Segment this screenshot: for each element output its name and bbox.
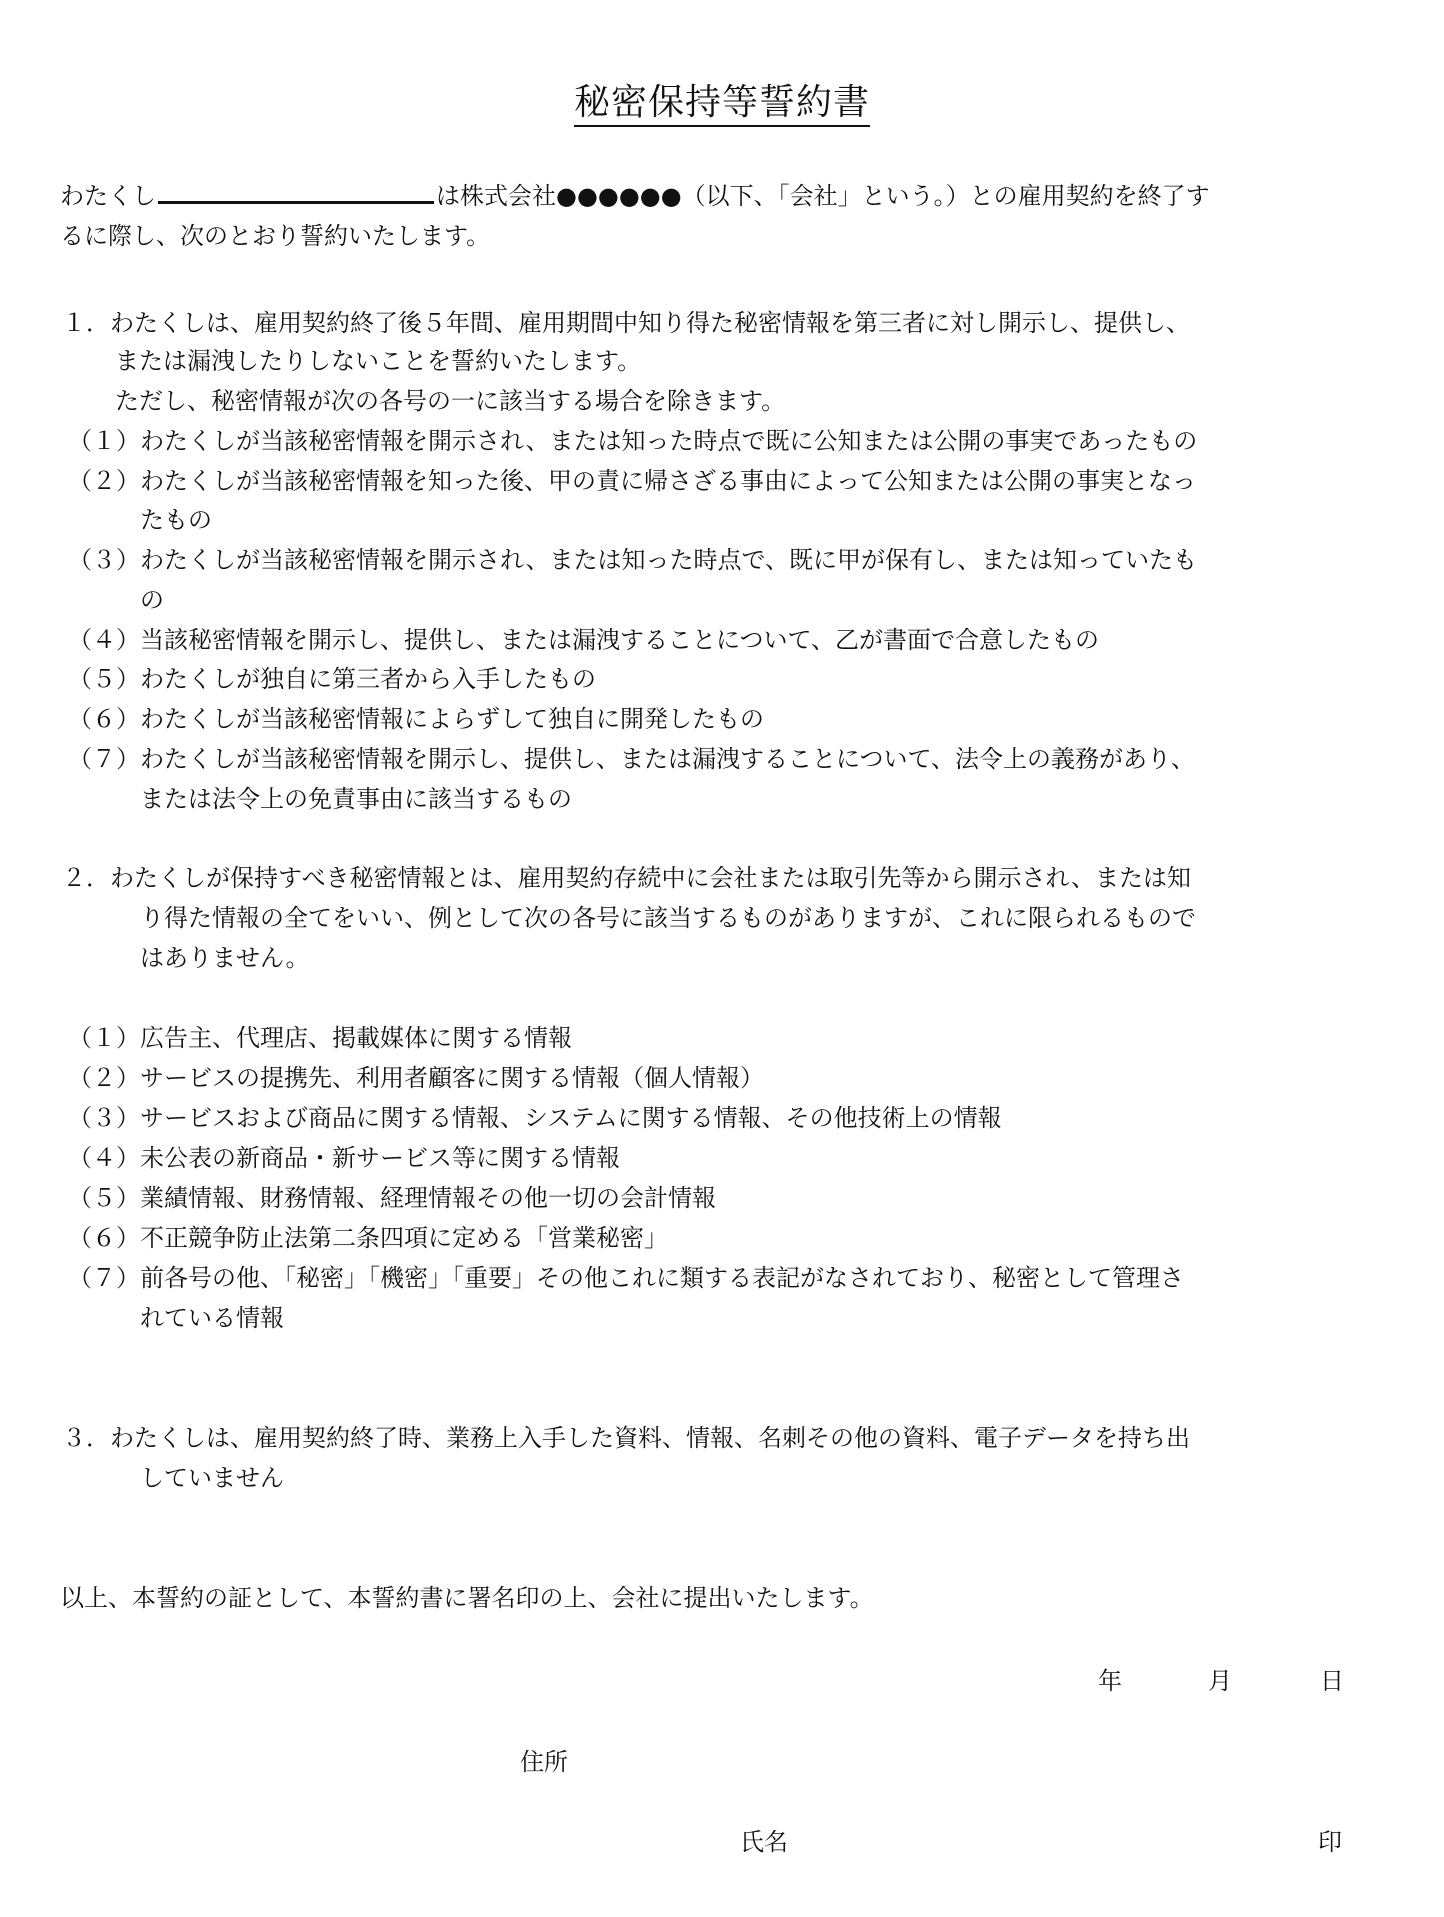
item-number: （５） — [68, 1184, 140, 1212]
date-year-label: 年 — [1098, 1667, 1122, 1695]
section1-item-3-cont: の — [140, 586, 164, 614]
item-number: （４） — [68, 1144, 140, 1172]
section1-item-6 — [68, 699, 764, 739]
item-text: わたくしが当該秘密情報を開示し、提供し、または漏洩することについて、法令上の義務があり、 — [140, 745, 1196, 773]
item-number: （２） — [68, 1064, 140, 1092]
item-number: （４） — [68, 626, 140, 654]
item-number: （２） — [68, 467, 140, 495]
section2-item-4 — [68, 1138, 620, 1178]
item-number: （３） — [68, 1104, 140, 1132]
date-month-label: 月 — [1208, 1667, 1232, 1695]
item-text: 不正競争防止法第二条四項に定める「営業秘密」 — [140, 1224, 668, 1252]
item-text: サービスおよび商品に関する情報、システムに関する情報、その他技術上の情報 — [140, 1104, 1002, 1132]
document-title — [0, 74, 1444, 125]
item-text: わたくしが当該秘密情報を開示され、または知った時点で、既に甲が保有し、または知っていたも — [140, 546, 1197, 574]
item-text: 当該秘密情報を開示し、提供し、または漏洩することについて、乙が書面で合意したもの — [140, 626, 1100, 654]
title-text: 秘密保持等誓約書 — [574, 82, 870, 127]
closing-statement: 以上、本誓約の証として、本誓約書に署名印の上、会社に提出いたします。 — [60, 1584, 874, 1612]
section3-line-1: ３．わたくしは、雇用契約終了時、業務上入手した資料、情報、名刺その他の資料、電子データを持ち出 — [62, 1424, 1190, 1452]
item-text: わたくしが当該秘密情報を知った後、甲の責に帰さざる事由によって公知または公開の事実となっ — [140, 467, 1196, 495]
section3-line-2: していません — [140, 1464, 284, 1492]
section1-line-2: または漏洩したりしないことを誓約いたします。 — [115, 347, 642, 375]
intro-prefix: わたくし — [60, 182, 156, 210]
section1-item-1 — [68, 421, 1197, 461]
section2-item-3 — [68, 1098, 1002, 1138]
item-text: わたくしが当該秘密情報によらずして独自に開発したもの — [140, 705, 764, 733]
item-number: （３） — [68, 546, 140, 574]
item-number: （６） — [68, 1224, 140, 1252]
address-label: 住所 — [520, 1748, 568, 1776]
section2-line-1: ２．わたくしが保持すべき秘密情報とは、雇用契約存続中に会社または取引先等から開示され、または知 — [62, 864, 1191, 892]
item-number: （１） — [68, 1024, 140, 1052]
section1-item-7 — [68, 739, 1195, 779]
section1-item-4 — [68, 620, 1099, 660]
section1-item-7-cont: または法令上の免責事由に該当するもの — [140, 785, 572, 813]
item-text: 業績情報、財務情報、経理情報その他一切の会計情報 — [140, 1184, 716, 1212]
item-text: 広告主、代理店、掲載媒体に関する情報 — [140, 1024, 572, 1052]
section2-item-5 — [68, 1178, 716, 1218]
section1-item-3 — [68, 540, 1197, 580]
name-blank-line — [158, 175, 434, 204]
section1-item-2 — [68, 461, 1196, 501]
item-text: サービスの提携先、利用者顧客に関する情報（個人情報） — [140, 1064, 764, 1092]
section2-line-2: り得た情報の全てをいい、例として次の各号に該当するものがありますが、これに限られるもので — [140, 904, 1196, 932]
section1-item-2-cont: たもの — [140, 506, 212, 534]
section1-line-3: ただし、秘密情報が次の各号の一に該当する場合を除きます。 — [115, 387, 786, 415]
item-text: わたくしが独自に第三者から入手したもの — [140, 665, 596, 693]
item-text: 前各号の他、「秘密」「機密」「重要」その他これに類する表記がなされており、秘密として管理さ — [140, 1264, 1184, 1292]
section1-item-5 — [68, 659, 596, 699]
item-text: わたくしが当該秘密情報を開示され、または知った時点で既に公知または公開の事実であったもの — [140, 427, 1198, 455]
item-number: （１） — [68, 427, 140, 455]
date-day-label: 日 — [1320, 1667, 1344, 1695]
item-number: （５） — [68, 665, 140, 693]
section1-line-1: １．わたくしは、雇用契約終了後５年間、雇用期間中知り得た秘密情報を第三者に対し開示し、提供し、 — [62, 309, 1190, 337]
item-number: （７） — [68, 1264, 140, 1292]
intro-suffix: は株式会社●●●●●●（以下、「会社」という。）との雇用契約を終了す — [436, 182, 1210, 210]
section2-item-6 — [68, 1218, 668, 1258]
section2-line-3: はありません。 — [140, 944, 310, 972]
section2-item-2 — [68, 1058, 764, 1098]
item-number: （６） — [68, 705, 140, 733]
section2-item-7-cont: れている情報 — [140, 1304, 284, 1332]
item-text: 未公表の新商品・新サービス等に関する情報 — [140, 1144, 620, 1172]
name-label: 氏名 — [740, 1828, 788, 1856]
intro-line-1 — [60, 175, 1210, 216]
section2-item-7 — [68, 1258, 1184, 1298]
item-number: （７） — [68, 745, 140, 773]
seal-label: 印 — [1318, 1828, 1342, 1856]
section2-item-1 — [68, 1018, 572, 1058]
intro-line-2: るに際し、次のとおり誓約いたします。 — [60, 222, 491, 250]
